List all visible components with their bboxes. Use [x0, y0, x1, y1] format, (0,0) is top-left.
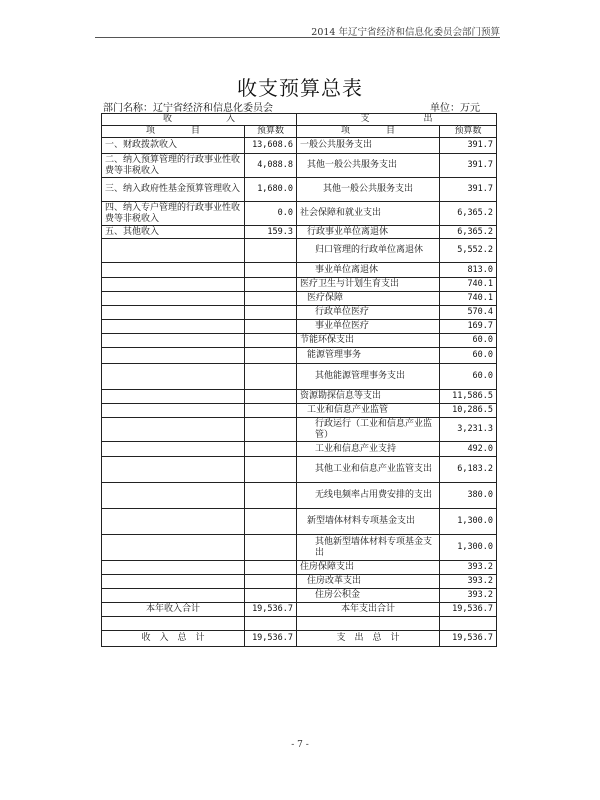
income-value-empty	[245, 334, 297, 348]
income-item-empty	[102, 292, 245, 306]
income-item: 五、其他收入	[102, 226, 245, 239]
income-item-empty	[102, 364, 245, 390]
expense-value: 391.7	[440, 178, 497, 202]
expense-item: 资源勘探信息等支出	[297, 390, 440, 404]
table-row	[102, 138, 497, 154]
table-row	[102, 457, 497, 483]
income-value-empty	[245, 263, 297, 278]
income-value: 13,608.6	[245, 138, 297, 154]
income-value: 0.0	[245, 202, 297, 226]
income-value-empty	[245, 442, 297, 457]
expense-item: 医疗卫生与计划生育支出	[297, 278, 440, 292]
income-grand-total-value: 19,536.7	[245, 631, 297, 647]
income-value: 1,680.0	[245, 178, 297, 202]
expense-total-value: 19,536.7	[440, 603, 497, 617]
expense-item: 住房改革支出	[297, 575, 440, 589]
expense-value: 60.0	[440, 348, 497, 364]
expense-item: 工业和信息产业支持	[297, 442, 440, 457]
expense-value: 393.2	[440, 575, 497, 589]
expense-value: 11,586.5	[440, 390, 497, 404]
col-header-amount: 预算数	[245, 126, 297, 138]
income-item-empty	[102, 348, 245, 364]
income-item-empty	[102, 320, 245, 334]
income-item: 三、纳入政府性基金预算管理收入	[102, 178, 245, 202]
income-item-empty	[102, 278, 245, 292]
table-row	[102, 178, 497, 202]
table-row	[102, 263, 497, 278]
expense-item: 社会保障和就业支出	[297, 202, 440, 226]
budget-table	[101, 113, 497, 647]
header-rule	[95, 37, 500, 38]
expense-item: 事业单位医疗	[297, 320, 440, 334]
table-row	[102, 202, 497, 226]
income-total-value: 19,536.7	[245, 603, 297, 617]
expense-value: 740.1	[440, 292, 497, 306]
income-value-empty	[245, 306, 297, 320]
table-row	[102, 575, 497, 589]
expense-value: 5,552.2	[440, 239, 497, 263]
table-row	[102, 535, 497, 561]
expense-value: 169.7	[440, 320, 497, 334]
table-row	[102, 418, 497, 442]
expense-grand-total-label: 支 出 总 计	[297, 631, 440, 647]
income-total-label: 本年收入合计	[102, 603, 245, 617]
income-item-empty	[102, 457, 245, 483]
income-value-empty	[245, 239, 297, 263]
expense-value: 393.2	[440, 589, 497, 603]
expense-value: 740.1	[440, 278, 497, 292]
income-value-empty	[245, 617, 297, 631]
running-header: 2014 年辽宁省经济和信息化委员会部门预算	[311, 27, 500, 38]
income-item: 四、纳入专户管理的行政事业性收费等非税收入	[102, 202, 245, 226]
expense-value: 60.0	[440, 364, 497, 390]
col-header-amount: 预算数	[440, 126, 497, 138]
col-header-item: 项 目	[297, 126, 440, 138]
expense-value: 1,300.0	[440, 509, 497, 535]
table-row	[102, 334, 497, 348]
expense-value: 380.0	[440, 483, 497, 509]
income-value-empty	[245, 320, 297, 334]
income-value: 159.3	[245, 226, 297, 239]
table-row	[102, 617, 497, 631]
table-row	[102, 509, 497, 535]
income-value: 4,088.8	[245, 154, 297, 178]
table-row	[102, 390, 497, 404]
table-row	[102, 561, 497, 575]
income-item-empty	[102, 239, 245, 263]
income-value-empty	[245, 348, 297, 364]
unit-label: 单位：万元	[430, 103, 480, 114]
income-value-empty	[245, 292, 297, 306]
expense-header: 支 出	[297, 114, 497, 126]
expense-value: 393.2	[440, 561, 497, 575]
expense-value: 391.7	[440, 138, 497, 154]
income-value-empty	[245, 589, 297, 603]
page-number: - 7 -	[291, 740, 309, 750]
income-item-empty	[102, 575, 245, 589]
table-row	[102, 154, 497, 178]
expense-value: 492.0	[440, 442, 497, 457]
income-item-empty	[102, 404, 245, 418]
income-value-empty	[245, 561, 297, 575]
income-item-empty	[102, 306, 245, 320]
income-value-empty	[245, 364, 297, 390]
income-value-empty	[245, 575, 297, 589]
expense-value: 391.7	[440, 154, 497, 178]
income-value-empty	[245, 418, 297, 442]
expense-value: 6,183.2	[440, 457, 497, 483]
income-value-empty	[245, 535, 297, 561]
expense-item: 行政运行（工业和信息产业监管）	[297, 418, 440, 442]
table-row	[102, 364, 497, 390]
expense-item: 事业单位离退休	[297, 263, 440, 278]
expense-item: 能源管理事务	[297, 348, 440, 364]
table-row	[102, 320, 497, 334]
expense-item: 行政事业单位离退休	[297, 226, 440, 239]
income-item-empty	[102, 535, 245, 561]
total-row	[102, 603, 497, 617]
expense-item: 新型墙体材料专项基金支出	[297, 509, 440, 535]
income-item-empty	[102, 418, 245, 442]
income-header: 收 入	[102, 114, 297, 126]
expense-value: 570.4	[440, 306, 497, 320]
income-item: 二、纳入预算管理的行政事业性收费等非税收入	[102, 154, 245, 178]
expense-item: 行政单位医疗	[297, 306, 440, 320]
table-row	[102, 348, 497, 364]
expense-item: 归口管理的行政单位离退休	[297, 239, 440, 263]
income-grand-total-label: 收 入 总 计	[102, 631, 245, 647]
income-item-empty	[102, 509, 245, 535]
expense-item: 工业和信息产业监管	[297, 404, 440, 418]
income-item: 一、财政拨款收入	[102, 138, 245, 154]
income-item-empty	[102, 561, 245, 575]
department-label: 部门名称：辽宁省经济和信息化委员会	[103, 103, 273, 114]
expense-item: 医疗保障	[297, 292, 440, 306]
expense-value: 1,300.0	[440, 535, 497, 561]
expense-item: 节能环保支出	[297, 334, 440, 348]
expense-total-label: 本年支出合计	[297, 603, 440, 617]
expense-item-empty	[297, 617, 440, 631]
expense-item: 其他工业和信息产业监管支出	[297, 457, 440, 483]
expense-grand-total-value: 19,536.7	[440, 631, 497, 647]
income-item-empty	[102, 390, 245, 404]
grand-total-row	[102, 631, 497, 647]
income-value-empty	[245, 483, 297, 509]
table-row	[102, 239, 497, 263]
income-value-empty	[245, 509, 297, 535]
page-title: 收支预算总表	[237, 76, 363, 100]
table-row	[102, 589, 497, 603]
expense-item: 一般公共服务支出	[297, 138, 440, 154]
expense-value: 60.0	[440, 334, 497, 348]
income-item-empty	[102, 334, 245, 348]
income-item-empty	[102, 589, 245, 603]
table-row	[102, 278, 497, 292]
expense-value: 6,365.2	[440, 226, 497, 239]
expense-item: 住房公积金	[297, 589, 440, 603]
income-item-empty	[102, 442, 245, 457]
expense-value: 3,231.3	[440, 418, 497, 442]
table-row	[102, 226, 497, 239]
expense-item: 其他新型墙体材料专项基金支出	[297, 535, 440, 561]
income-value-empty	[245, 390, 297, 404]
expense-value-empty	[440, 617, 497, 631]
table-row	[102, 292, 497, 306]
income-item-empty	[102, 263, 245, 278]
expense-item: 无线电频率占用费安排的支出	[297, 483, 440, 509]
expense-item: 其他一般公共服务支出	[297, 154, 440, 178]
expense-value: 6,365.2	[440, 202, 497, 226]
table-row	[102, 306, 497, 320]
expense-item: 其他能源管理事务支出	[297, 364, 440, 390]
table-row	[102, 404, 497, 418]
col-header-item: 项 目	[102, 126, 245, 138]
expense-item: 住房保障支出	[297, 561, 440, 575]
table-row	[102, 483, 497, 509]
income-value-empty	[245, 457, 297, 483]
income-item-empty	[102, 483, 245, 509]
income-value-empty	[245, 278, 297, 292]
income-value-empty	[245, 404, 297, 418]
expense-item: 其他一般公共服务支出	[297, 178, 440, 202]
expense-value: 10,286.5	[440, 404, 497, 418]
income-item-empty	[102, 617, 245, 631]
table-row	[102, 442, 497, 457]
expense-value: 813.0	[440, 263, 497, 278]
